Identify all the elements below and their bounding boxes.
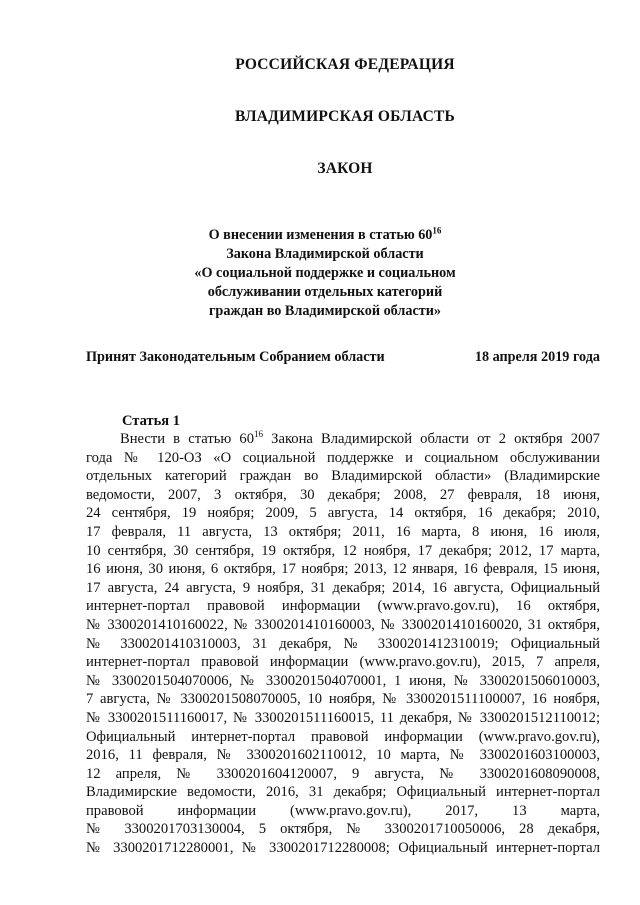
title-line-2: Закона Владимирской области bbox=[226, 246, 424, 262]
law-title bbox=[190, 226, 460, 321]
title-line-1 bbox=[190, 226, 460, 245]
body-line: № 3300201410160022, № 3300201410160003, № 3300201410160020, 31 октября, bbox=[86, 616, 600, 633]
body-line: № 3300201504070006, № 3300201504070001, 1 июня, № 3300201506010003, bbox=[86, 672, 600, 689]
body-line: № 3300201712280001, № 3300201712280008; Официальный интернет-портал bbox=[86, 840, 600, 857]
body-line: 12 апреля, № 3300201604120007, 9 августа, № 3300201608090008, bbox=[86, 765, 600, 782]
body-line: № 3300201703130004, 5 октября, № 3300201710050006, 28 декабря, bbox=[86, 821, 600, 838]
body-line-first bbox=[86, 430, 600, 449]
title-line-1-text: О внесении изменения в статью 60 bbox=[208, 227, 433, 243]
body-line: № 3300201410310003, 31 декабря, № 3300201412310019; Официальный bbox=[86, 635, 600, 652]
body-line: правовой информации (www.pravo.gov.ru), 2017, 13 марта, bbox=[86, 802, 600, 819]
region-heading: ВЛАДИМИРСКАЯ ОБЛАСТЬ bbox=[235, 108, 455, 125]
body-first-line-prefix: Внести в статью 60 bbox=[120, 431, 255, 447]
body-line: 7 августа, № 3300201508070005, 10 ноября, № 3300201511100007, 16 ноября, bbox=[86, 691, 600, 708]
title-line-4: обслуживании отдельных категорий bbox=[207, 284, 443, 300]
title-line-3: «О социальной поддержке и социальном bbox=[194, 265, 456, 281]
article-heading: Статья 1 bbox=[122, 413, 180, 429]
federation-heading: РОССИЙСКАЯ ФЕДЕРАЦИЯ bbox=[235, 56, 455, 73]
article-body bbox=[86, 430, 600, 858]
body-line: Владимирские ведомости, 2016, 31 декабря; Официальный интернет-портал bbox=[86, 784, 600, 801]
title-article-superscript: 16 bbox=[432, 225, 442, 236]
adoption-date: 18 апреля 2019 года bbox=[474, 349, 600, 365]
body-line: 17 августа, 24 августа, 9 ноября, 31 декабря; 2014, 16 августа, Официальный bbox=[86, 579, 600, 596]
adopted-by-text: Принят Законодательным Собранием области bbox=[86, 349, 385, 365]
body-line: ведомости, 2007, 3 октября, 30 декабря; 2008, 27 февраля, 18 июня, bbox=[86, 486, 600, 503]
body-line: № 3300201511160017, № 3300201511160015, 11 декабря, № 3300201512110012; bbox=[86, 709, 600, 726]
body-first-line-suffix: Закона Владимирской области от 2 октября 2007 bbox=[263, 431, 600, 447]
body-line: года № 120-ОЗ «О социальной поддержке и социальном обслуживании bbox=[86, 449, 600, 466]
body-article-superscript: 16 bbox=[254, 430, 264, 440]
document-type-heading: ЗАКОН bbox=[317, 160, 373, 177]
body-line: 24 сентября, 19 ноября; 2009, 5 августа, 14 октября, 16 декабря; 2010, bbox=[86, 505, 600, 522]
body-line: 10 сентября, 30 сентября, 19 октября, 12 ноября, 17 декабря; 2012, 17 марта, bbox=[86, 542, 600, 559]
body-line: отдельных категорий граждан во Владимирской области» (Владимирские bbox=[86, 468, 600, 485]
body-line: интернет-портал правовой информации (www.pravo.gov.ru), 2015, 7 апреля, bbox=[86, 654, 600, 671]
title-line-5: граждан во Владимирской области» bbox=[208, 303, 442, 319]
body-line: 2016, 11 февраля, № 3300201602110012, 10 марта, № 3300201603100003, bbox=[86, 747, 600, 764]
body-line: интернет-портал правовой информации (www.pravo.gov.ru), 16 октября, bbox=[86, 598, 600, 615]
body-line: 16 июня, 30 июня, 6 октября, 17 ноября; 2013, 12 января, 16 февраля, 15 июня, bbox=[86, 561, 600, 578]
body-line: 17 февраля, 11 августа, 13 октября; 2011, 16 марта, 8 июня, 16 июля, bbox=[86, 523, 600, 540]
body-line: Официальный интернет-портал правовой информации (www.pravo.gov.ru), bbox=[86, 728, 600, 745]
